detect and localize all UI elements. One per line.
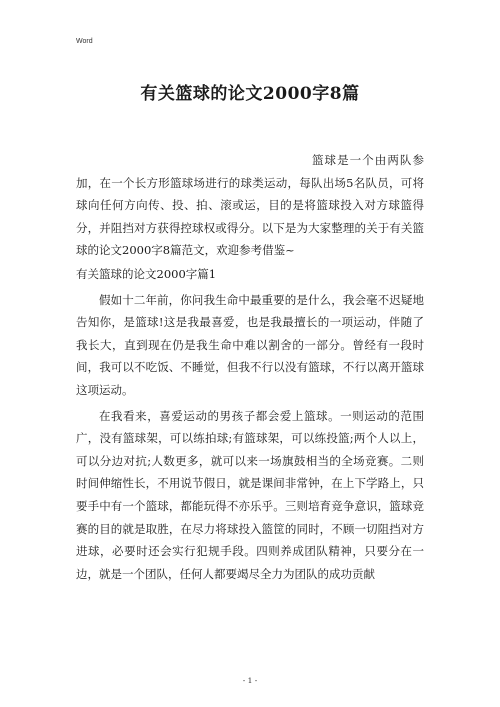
document-title: 有关篮球的论文2000字8篇 bbox=[140, 84, 360, 104]
document-body bbox=[76, 149, 424, 585]
body-paragraph-2: 在我看来，喜爱运动的男孩子都会爱上篮球。一则运动的范围广，没有篮球架，可以练拍球;有篮球架，可以练投篮;两个人以上，可以分边对抗;人数更多，就可以来一场旗鼓相当的全场竞赛。二则时间伸缩性长，不用说节假日，就是课间非常钟，在上下学路上，只要手中有一个篮球，都能玩得不亦乐乎。三则培育竞争意识，篮球竞赛的目的就是取胜，在尽力将球投入篮筐的同时，不顾一切阻挡对方进球，必要时还会实行犯规手段。四则养成团队精神，只要分在一边，就是一个团队，任何人都要竭尽全力为团队的成功贡献 bbox=[76, 408, 424, 581]
header-label: Word bbox=[76, 38, 93, 45]
section-subtitle: 有关篮球的论文2000字篇1 bbox=[76, 266, 217, 281]
body-paragraph-1: 假如十二年前，你问我生命中最重要的是什么，我会毫不迟疑地告知你，是篮球!这是我最喜爱，也是我最擅长的一项运动，伴随了我长大，直到现在仍是我生命中难以割舍的一部分。曾经有一段时间，我可以不吃饭、不睡觉，但我不行以没有篮球，不行以离开篮球这项运动。 bbox=[76, 292, 424, 397]
intro-paragraph: 篮球是一个由两队参加，在一个长方形篮球场进行的球类运动，每队出场5名队员，可将球向任何方向传、投、拍、滚或运，目的是将篮球投入对方球篮得分，并阻挡对方获得控球权或得分。以下是为大家整理的关于有关篮球的论文2000字8篇范文，欢迎参考借鉴~ bbox=[76, 153, 424, 258]
page-number: - 1 - bbox=[242, 676, 258, 685]
